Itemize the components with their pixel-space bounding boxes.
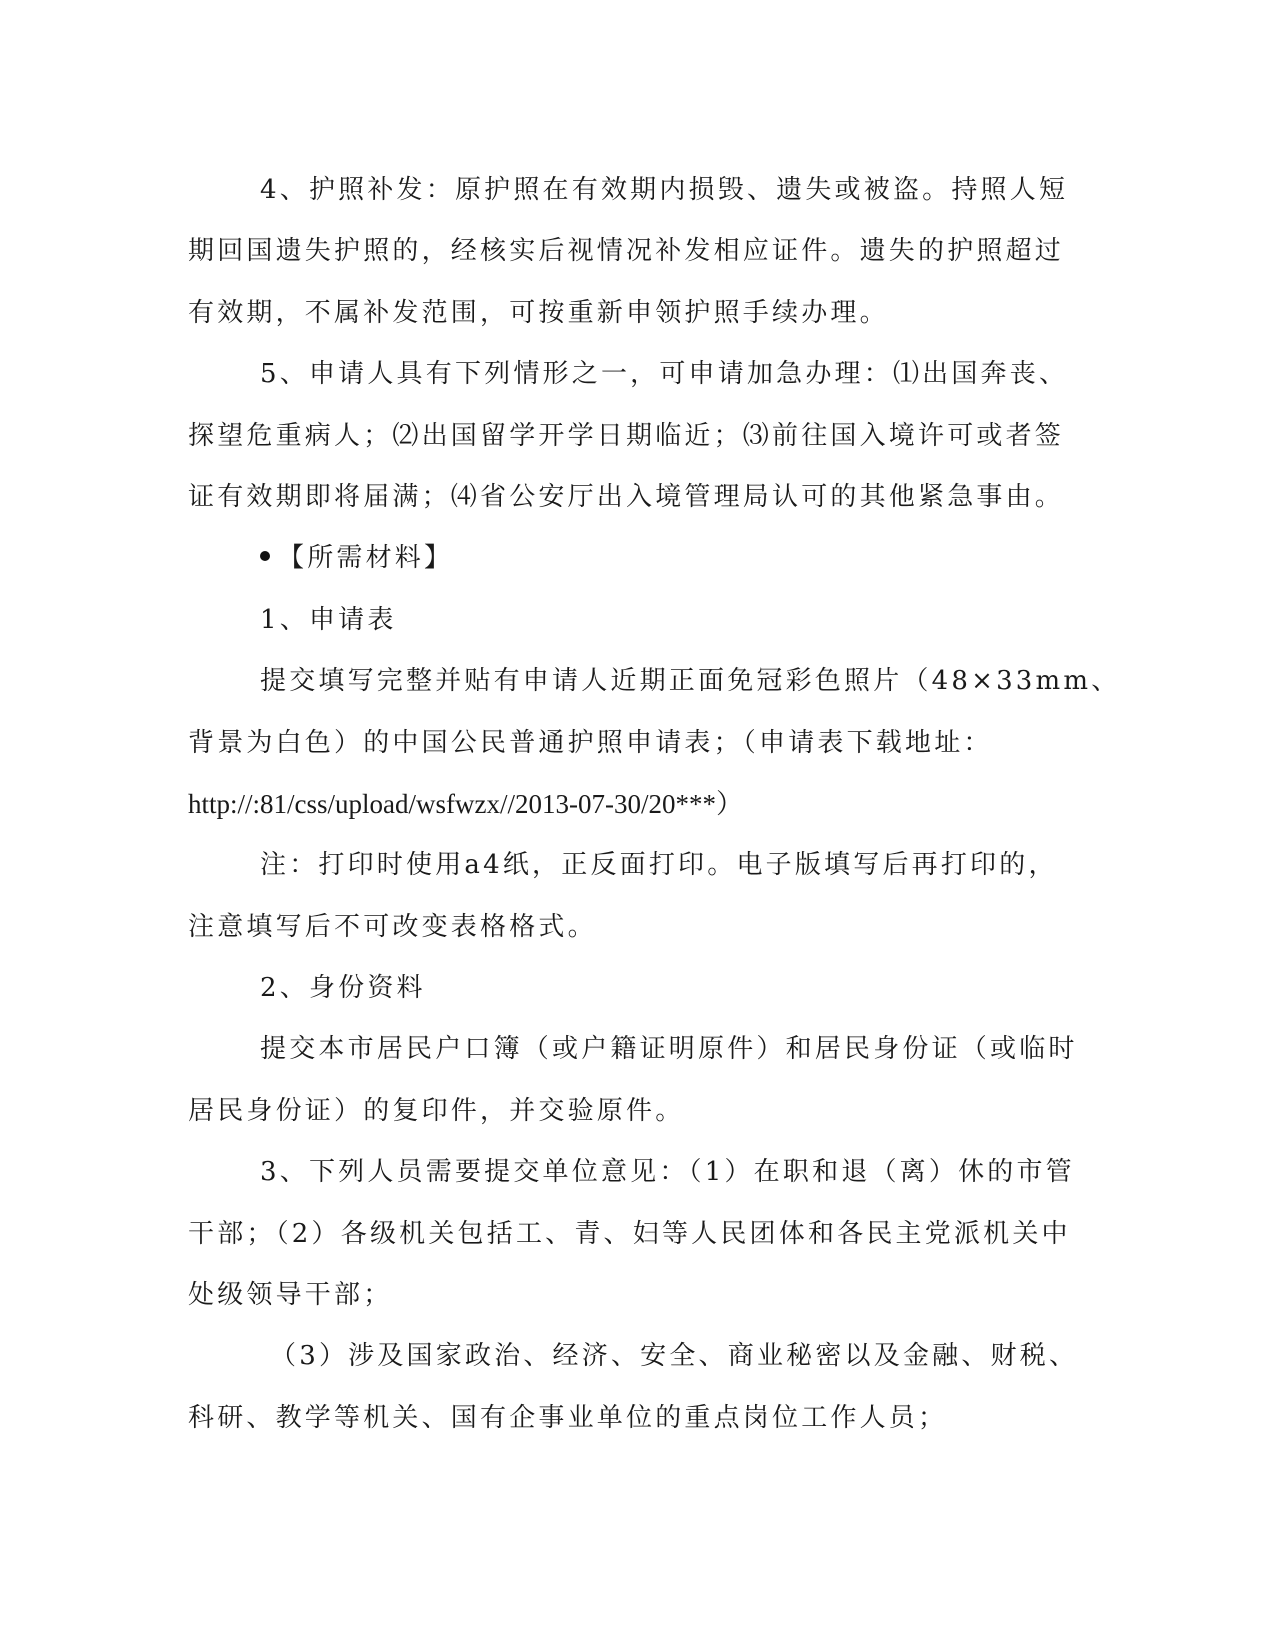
paragraph-line: 提交填写完整并贴有申请人近期正面免冠彩色照片（48×33mm、 xyxy=(260,666,1121,697)
paragraph-line: 有效期，不属补发范围，可按重新申领护照手续办理。 xyxy=(188,297,889,328)
note-line: 注意填写后不可改变表格格式。 xyxy=(188,911,597,942)
paragraph-line: 3、下列人员需要提交单位意见：（1）在职和退（离）休的市管 xyxy=(260,1157,1075,1188)
paragraph-line: 提交本市居民户口簿（或户籍证明原件）和居民身份证（或临时 xyxy=(260,1034,1078,1065)
document-body xyxy=(188,160,1121,1449)
download-url: http://:81/css/upload/wsfwzx//2013-07-30/20***） xyxy=(188,788,743,819)
bullet-icon xyxy=(260,551,270,561)
section-heading-text: 【所需材料】 xyxy=(278,543,454,574)
paragraph-line: 探望危重病人；⑵出国留学开学日期临近；⑶前往国入境许可或者签 xyxy=(188,420,1065,451)
section-heading xyxy=(188,528,1088,589)
paragraph-line: 5、申请人具有下列情形之一，可申请加急办理：⑴出国奔丧、 xyxy=(260,359,1069,390)
note-line: 注：打印时使用a4纸，正反面打印。电子版填写后再打印的， xyxy=(260,850,1058,881)
paragraph-line: 处级领导干部； xyxy=(188,1280,393,1311)
paragraph-line: 期回国遗失护照的，经核实后视情况补发相应证件。遗失的护照超过 xyxy=(188,236,1065,267)
item-heading: 1、申请表 xyxy=(260,604,397,635)
paragraph-line: 4、护照补发：原护照在有效期内损毁、遗失或被盗。持照人短 xyxy=(260,175,1069,205)
paragraph-line: 证有效期即将届满；⑷省公安厅出入境管理局认可的其他紧急事由。 xyxy=(188,481,1065,512)
paragraph-line: 背景为白色）的中国公民普通护照申请表；（申请表下载地址： xyxy=(188,727,993,758)
paragraph-line: 居民身份证）的复印件，并交验原件。 xyxy=(188,1095,685,1126)
paragraph-line: 干部；（2）各级机关包括工、青、妇等人民团体和各民主党派机关中 xyxy=(188,1218,1071,1249)
item-heading: 2、身份资料 xyxy=(260,973,426,1004)
paragraph-line: （3）涉及国家政治、经济、安全、商业秘密以及金融、财税、 xyxy=(270,1341,1079,1372)
paragraph-line: 科研、教学等机关、国有企事业单位的重点岗位工作人员； xyxy=(188,1402,948,1433)
